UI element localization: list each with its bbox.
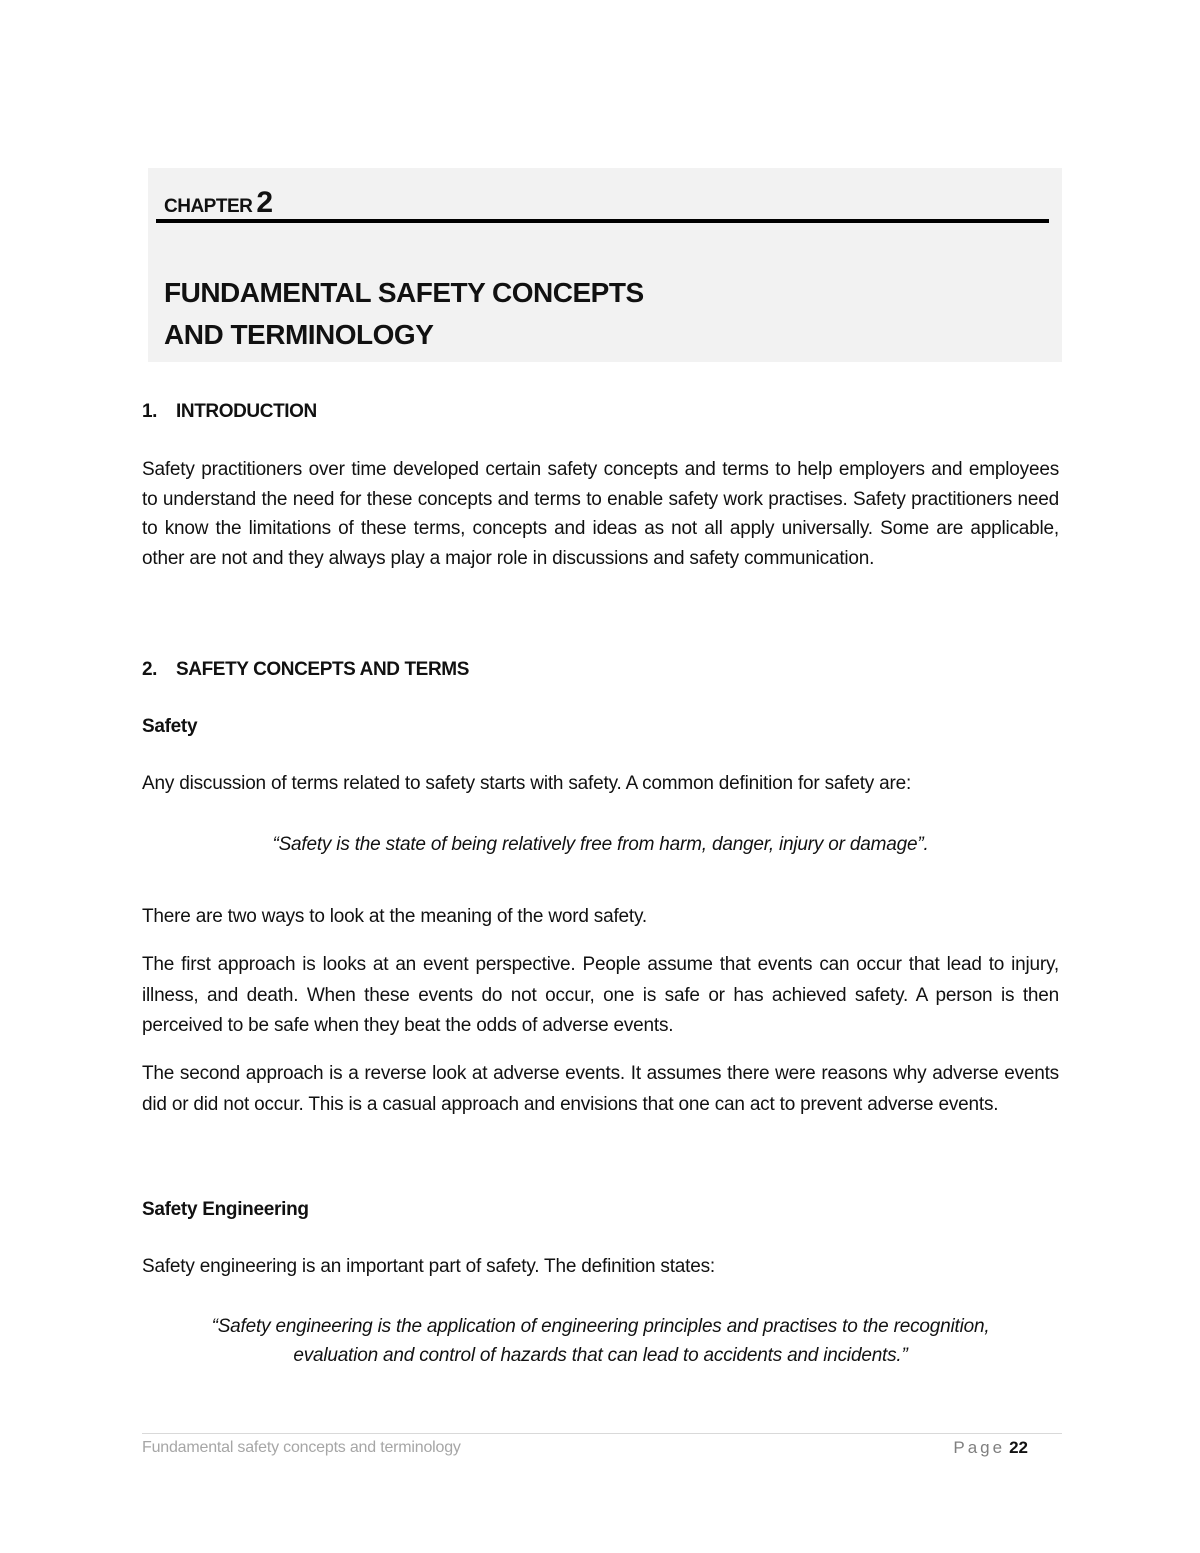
section-title: INTRODUCTION <box>176 401 317 422</box>
subheading-safety: Safety <box>142 716 198 737</box>
chapter-title-line-1: FUNDAMENTAL SAFETY CONCEPTS <box>164 277 644 308</box>
chapter-header-box <box>148 168 1062 362</box>
subheading-safety-engineering: Safety Engineering <box>142 1199 309 1220</box>
first-approach-paragraph: The first approach is looks at an event perspective. People assume that events can occur that lead to injury, illness, and death. When these events do not occur, one is safe or has achieved safety. A person is then perceived to be safe when they beat the odds of adverse events. <box>142 954 1059 1036</box>
chapter-title-line-2: AND TERMINOLOGY <box>164 319 434 350</box>
footer-page <box>953 1438 1028 1458</box>
section-heading-introduction <box>142 401 317 423</box>
chapter-label-text: CHAPTER <box>164 196 253 217</box>
footer-divider <box>142 1433 1062 1434</box>
chapter-label <box>164 186 273 220</box>
page-number: 22 <box>1009 1438 1028 1457</box>
chapter-title <box>164 272 644 356</box>
chapter-divider <box>156 219 1049 223</box>
page-label: Page <box>953 1438 1006 1457</box>
section-heading-concepts <box>142 659 469 681</box>
section-number: 1. <box>142 401 158 422</box>
second-approach-paragraph: The second approach is a reverse look at adverse events. It assumes there were reasons why adverse events did or did not occur. This is a casual approach and envisions that one can act to prevent adverse events. <box>142 1063 1059 1115</box>
footer-title: Fundamental safety concepts and terminology <box>142 1439 461 1456</box>
chapter-number: 2 <box>256 186 273 219</box>
safety-ways-text: There are two ways to look at the meaning of the word safety. <box>142 906 647 927</box>
section-title: SAFETY CONCEPTS AND TERMS <box>176 659 469 680</box>
section-number: 2. <box>142 659 158 680</box>
safety-definition-quote: “Safety is the state of being relatively free from harm, danger, injury or damage”. <box>272 834 929 855</box>
safety-intro: Any discussion of terms related to safety starts with safety. A common definition for safety are: <box>142 773 912 794</box>
engineering-definition-line-1: “Safety engineering is the application of engineering principles and practises to the recognition, <box>211 1316 990 1337</box>
engineering-definition-quote <box>142 1312 1059 1370</box>
introduction-paragraph: Safety practitioners over time developed certain safety concepts and terms to help employers and employees to understand the need for these concepts and terms to enable safety work practises. Safety practitioners need to know the limitations of these terms, concepts and ideas as not all apply universally. Some are applicable, other are not and they always play a major role in discussions and safety communication. <box>142 459 1059 569</box>
engineering-definition-line-2: evaluation and control of hazards that can lead to accidents and incidents.” <box>293 1345 908 1366</box>
engineering-intro: Safety engineering is an important part of safety. The definition states: <box>142 1256 715 1277</box>
